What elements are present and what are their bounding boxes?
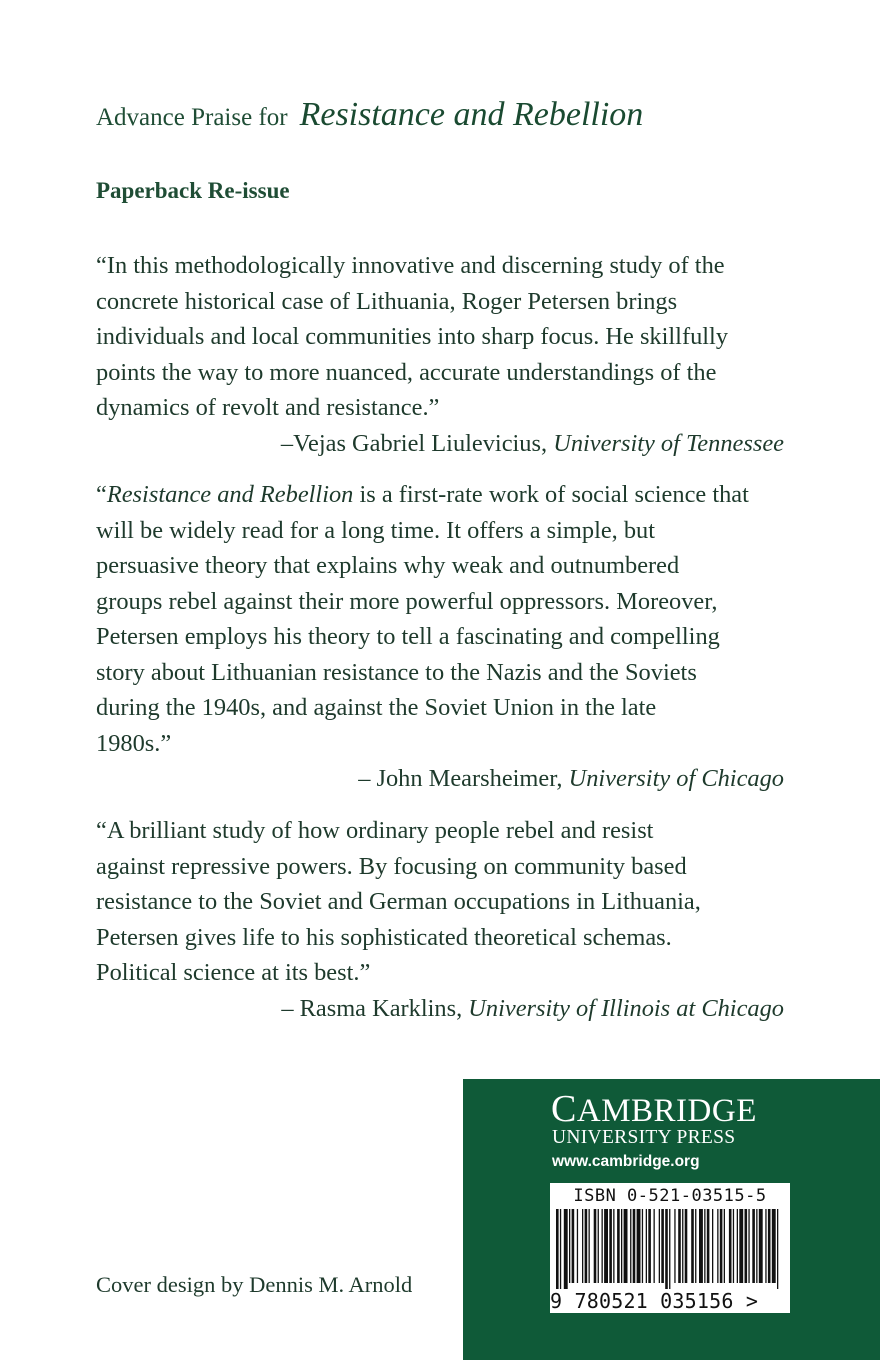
barcode-bar [699,1209,703,1283]
barcode-bar [585,1209,588,1283]
barcode-bar [752,1209,755,1283]
quote-attribution [96,761,784,797]
barcode-bar [589,1209,590,1283]
barcode-bar [729,1209,732,1283]
header-prefix: Advance Praise for [96,104,288,131]
quote-line [96,477,786,513]
quote-line: 1980s.” [96,729,172,757]
quote-line: individuals and local communities into sharp focus. He skillfully [96,323,729,350]
quote-line: “A brilliant study of how ordinary people rebel and resist [96,817,654,844]
quote-line: persuasive theory that explains why weak and outnumbered [96,552,680,579]
publisher-subtitle: UNIVERSITY PRESS [552,1127,736,1148]
barcode-bar [777,1209,778,1289]
barcode-bars [550,1209,790,1289]
quote-title-italic: Resistance and Rebellion [106,481,354,508]
barcode-bar [669,1209,670,1289]
barcode-bar [712,1209,713,1283]
quote-line: concrete historical case of Lithuania, Roger Petersen brings [96,287,678,315]
barcode-bar [659,1209,660,1283]
barcode-bar [695,1209,696,1283]
barcode-bar [685,1209,688,1283]
barcode-bar [572,1209,575,1283]
book-title: Resistance and Rebellion [299,96,644,133]
quote-line: resistance to the Soviet and German occupations in Lithuania, [96,888,701,915]
praise-quote-2 [96,477,786,797]
quote-line: “In this methodologically innovative and discerning study of the [96,252,725,279]
barcode-bar [609,1209,612,1283]
barcode-bar [598,1209,599,1283]
barcode-bar [707,1209,710,1283]
barcode-bar [621,1209,622,1283]
barcode-bar [759,1209,763,1283]
quote-line: against repressive powers. By focusing on community based [96,852,687,880]
barcode-bar [637,1209,641,1283]
barcode-bar [577,1209,578,1283]
barcode-bar [704,1209,705,1283]
edition-label: Paperback Re-issue [96,178,290,203]
praise-quote-1 [96,248,786,461]
barcode-bar [613,1209,614,1283]
attribution-author: – John Mearsheimer, [358,765,563,792]
barcode-bar [745,1209,748,1283]
quote-open-mark: “ [96,481,107,508]
quote-line-rest: is a first-rate work of social science that [353,481,749,508]
barcode-bar [594,1209,597,1283]
barcode-bar [724,1209,725,1283]
barcode-bar [624,1209,628,1283]
barcode-bar [556,1209,559,1289]
barcode-bar [569,1209,570,1283]
barcode-bar [665,1209,668,1289]
barcode-bar [733,1209,734,1283]
attribution-author: – Rasma Karklins, [281,994,463,1022]
quote-line: during the 1940s, and against the Soviet Union in the late [96,694,657,721]
barcode-digits: 9 780521 035156 > [550,1289,759,1313]
quote-line: story about Lithuanian resistance to the Nazis and the Soviets [96,658,697,686]
barcode-bar [646,1209,647,1283]
quote-line: Petersen gives life to his sophisticated theoretical schemas. [96,923,672,951]
barcode-bar [674,1209,675,1283]
barcode-bar [768,1209,771,1283]
publisher-panel [463,1079,880,1360]
barcode-bar [717,1209,718,1283]
barcode-bar [564,1209,568,1289]
publisher-name-rest: AMBRIDGE [576,1093,757,1129]
quote-line: Petersen employs his theory to tell a fascinating and compelling [96,623,720,650]
barcode-bar [602,1209,603,1283]
quote-attribution [96,991,784,1027]
barcode-bar [756,1209,757,1283]
publisher-name-initial: C [551,1088,577,1130]
barcode-bar [604,1209,608,1283]
attribution-author: –Vejas Gabriel Liulevicius, [280,429,548,457]
barcode-bar [720,1209,723,1283]
barcode-bar [765,1209,766,1283]
publisher-name [551,1087,791,1131]
quote-line: groups rebel against their more powerful oppressors. Moreover, [96,587,718,615]
praise-header [96,96,836,134]
barcode-bar [648,1209,651,1283]
barcode-bar [748,1209,749,1283]
quote-line: will be widely read for a long time. It offers a simple, but [96,516,656,544]
barcode-bar [678,1209,681,1283]
quote-line: points the way to more nuanced, accurate understandings of the [96,358,717,386]
cover-design-credit: Cover design by Dennis M. Arnold [96,1272,413,1297]
quote-line: Political science at its best.” [96,959,371,986]
barcode-bar [642,1209,643,1283]
barcode-bar [560,1209,561,1289]
barcode-bar [739,1209,743,1283]
attribution-affiliation: University of Illinois at Chicago [468,994,784,1022]
barcode-bar [737,1209,738,1283]
barcode-bar [654,1209,655,1283]
quote-attribution [96,426,784,462]
publisher-url: www.cambridge.org [552,1153,700,1170]
barcode-bar [630,1209,631,1283]
praise-quote-3 [96,813,786,1026]
barcode-bar [633,1209,636,1283]
attribution-affiliation: University of Chicago [568,765,784,792]
quote-line: dynamics of revolt and resistance.” [96,394,440,421]
isbn-number: ISBN 0-521-03515-5 [573,1186,767,1206]
barcode-label [550,1183,790,1313]
barcode-bar [682,1209,683,1283]
barcode-bar [617,1209,620,1283]
barcode-bar [582,1209,583,1283]
attribution-affiliation: University of Tennessee [553,429,784,457]
barcode-bar [691,1209,694,1283]
barcode-bar [772,1209,776,1283]
barcode-bar [661,1209,664,1283]
